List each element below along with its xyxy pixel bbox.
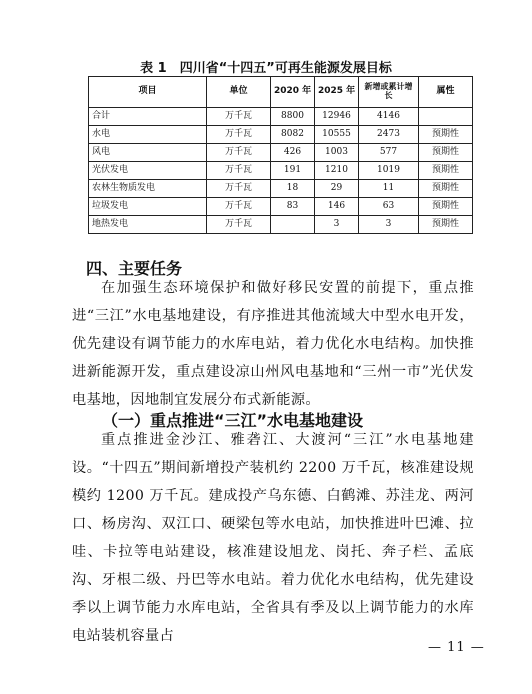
table-cell: 146 (315, 198, 359, 216)
table-cell: 29 (315, 180, 359, 198)
table-cell: 191 (271, 162, 315, 180)
table-cell: 风电 (89, 144, 207, 162)
section-paragraph: 在加强生态环境保护和做好移民安置的前提下，重点推进“三江”水电基地建设，有序推进其他流域大中型水电开发，优先建设有调节能力的水库电站，着力优化水电结构。加快推进新能源开发，重点建设凉山州风电基地和“三州一市”光伏发电基地，因地制宜发展分布式新能源。 (72, 280, 474, 408)
table-row (89, 162, 473, 180)
table-cell: 8800 (271, 108, 315, 126)
header-attribute: 属性 (419, 77, 473, 108)
table-cell: 万千瓦 (207, 126, 271, 144)
table-row (89, 198, 473, 216)
table-cell (271, 216, 315, 234)
table-row (89, 126, 473, 144)
table-row (89, 144, 473, 162)
section-heading: 四、主要任务 (86, 259, 183, 278)
table-cell: 地热发电 (89, 216, 207, 234)
table-cell: 预期性 (419, 126, 473, 144)
table-header-row (89, 77, 473, 108)
table-cell: 83 (271, 198, 315, 216)
table-cell: 12946 (315, 108, 359, 126)
renewable-energy-table (88, 76, 473, 234)
table-cell: 万千瓦 (207, 144, 271, 162)
table-cell: 11 (359, 180, 419, 198)
table-cell: 万千瓦 (207, 198, 271, 216)
table-cell: 预期性 (419, 162, 473, 180)
table-cell: 1210 (315, 162, 359, 180)
table-cell: 水电 (89, 126, 207, 144)
header-2025: 2025 年 (315, 77, 359, 108)
table-cell: 垃圾发电 (89, 198, 207, 216)
subsection-paragraph: 重点推进金沙江、雅砻江、大渡河“三江”水电基地建设。“十四五”期间新增投产装机约 2200 万千瓦，核准建设规模约 1200 万千瓦。建成投产乌东德、白鹤滩、苏洼龙、两河口、杨房沟、双江口、硬梁包等水电站，加快推进叶巴滩、拉哇、卡拉等电站建设，核准建设旭龙、岗托、奔子栏、孟底沟、牙根二级、丹巴等水电站。着力优化水电结构，优先建设季以上调节能力水库电站，全省具有季及以上调节能力的水库电站装机容量占 (72, 432, 474, 644)
table-cell: 3 (359, 216, 419, 234)
table-cell: 577 (359, 144, 419, 162)
table-row (89, 216, 473, 234)
table-cell: 万千瓦 (207, 180, 271, 198)
table-title: 表 1 四川省“十四五”可再生能源发展目标 (140, 61, 392, 76)
table-cell (419, 108, 473, 126)
table-cell: 万千瓦 (207, 108, 271, 126)
table-cell: 10555 (315, 126, 359, 144)
page-number: — 11 — (428, 640, 485, 655)
table-row (89, 108, 473, 126)
table-cell: 8082 (271, 126, 315, 144)
table-cell: 426 (271, 144, 315, 162)
header-unit: 单位 (207, 77, 271, 108)
table-cell: 万千瓦 (207, 162, 271, 180)
table-cell: 光伏发电 (89, 162, 207, 180)
table-cell: 预期性 (419, 216, 473, 234)
table-cell: 63 (359, 198, 419, 216)
table-cell: 3 (315, 216, 359, 234)
table-cell: 预期性 (419, 180, 473, 198)
header-item: 项目 (89, 77, 207, 108)
table-cell: 预期性 (419, 198, 473, 216)
table-cell: 预期性 (419, 144, 473, 162)
table-cell: 万千瓦 (207, 216, 271, 234)
subsection-heading: （一）重点推进“三江”水电基地建设 (102, 411, 364, 430)
table-cell: 18 (271, 180, 315, 198)
table-cell: 1019 (359, 162, 419, 180)
table-cell: 合计 (89, 108, 207, 126)
table-cell: 农林生物质发电 (89, 180, 207, 198)
header-growth: 新增或累计增长 (359, 77, 419, 108)
table-cell: 2473 (359, 126, 419, 144)
header-2020: 2020 年 (271, 77, 315, 108)
table-cell: 1003 (315, 144, 359, 162)
table-row (89, 180, 473, 198)
table-cell: 4146 (359, 108, 419, 126)
